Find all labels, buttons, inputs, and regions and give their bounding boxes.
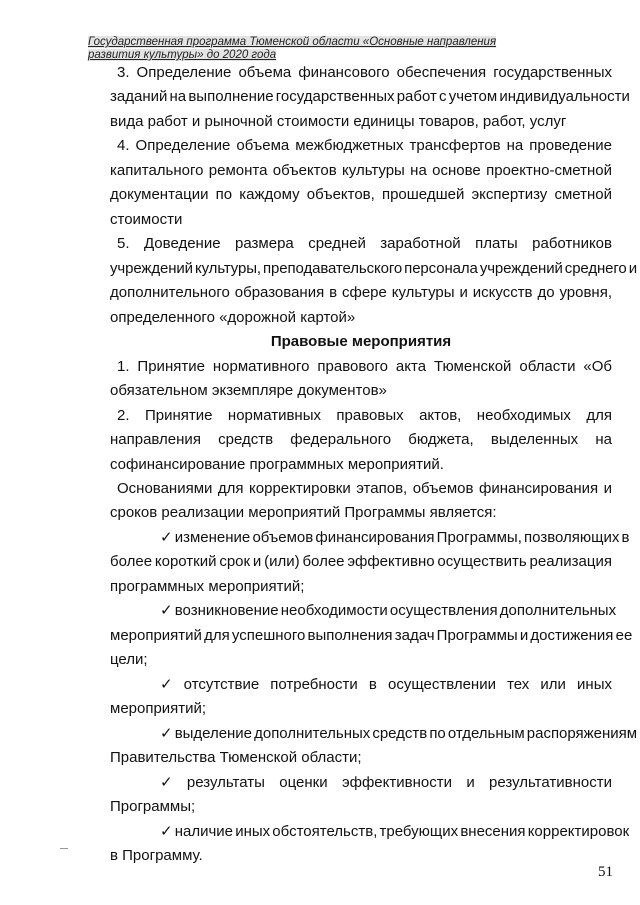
text-line: ✓ наличие иных обстоятельств, требующих внесения корректировок bbox=[160, 822, 630, 840]
text-line: в Программу. bbox=[110, 847, 203, 865]
text-line: программных мероприятий; bbox=[110, 577, 305, 595]
text-line: направления средств федерального бюджета, выделенных на bbox=[110, 431, 612, 449]
text-line: 4. Определение объема межбюджетных трансфертов на проведение bbox=[117, 137, 612, 155]
text-line: документации по каждому объектов, прошедшей экспертизу сметной bbox=[110, 186, 612, 204]
text-line: сроков реализации мероприятий Программы является: bbox=[110, 504, 497, 522]
text-line: 2. Принятие нормативных правовых актов, необходимых для bbox=[117, 406, 612, 424]
text-line: ✓ изменение объемов финансирования Программы, позволяющих в bbox=[160, 528, 630, 546]
text-line: ✓ возникновение необходимости осуществления дополнительных bbox=[160, 602, 617, 620]
text-line: дополнительного образования в сфере культуры и искусств до уровня, bbox=[110, 284, 612, 302]
text-line: вида работ и рыночной стоимости единицы товаров, работ, услуг bbox=[110, 112, 567, 130]
text-line: 5. Доведение размера средней заработной платы работников bbox=[117, 235, 612, 253]
text-line: мероприятий для успешного выполнения задач Программы и достижения ее bbox=[110, 626, 633, 644]
text-line: капитального ремонта объектов культуры на основе проектно-сметной bbox=[110, 161, 612, 179]
text-line: заданий на выполнение государственных работ с учетом индивидуальности bbox=[110, 88, 630, 106]
text-line: ✓ выделение дополнительных средств по отдельным распоряжениям bbox=[160, 724, 637, 742]
text-line: обязательном экземпляре документов» bbox=[110, 382, 387, 400]
text-line: Программы; bbox=[110, 798, 196, 816]
section-heading: Правовые мероприятия bbox=[270, 333, 452, 351]
text-line: Правительства Тюменской области; bbox=[110, 749, 362, 767]
text-line: мероприятий; bbox=[110, 700, 207, 718]
running-header-line-2: развития культуры» до 2020 года bbox=[88, 49, 277, 61]
text-line: ✓ отсутствие потребности в осуществлении тех или иных bbox=[160, 675, 612, 693]
margin-mark bbox=[60, 848, 68, 849]
text-line: более короткий срок и (или) более эффективно осуществить реализация bbox=[110, 553, 612, 571]
running-header-line-1: Государственная программа Тюменской области «Основные направления bbox=[88, 36, 497, 48]
text-line: определенного «дорожной картой» bbox=[110, 308, 356, 326]
text-line: 3. Определение объема финансового обеспечения государственных bbox=[117, 64, 612, 81]
page-number: 51 bbox=[598, 864, 613, 880]
text-line: ✓ результаты оценки эффективности и результативности bbox=[160, 773, 612, 791]
text-line: стоимости bbox=[110, 210, 183, 228]
text-line: цели; bbox=[110, 651, 148, 669]
text-line: учреждений культуры, преподавательского персонала учреждений среднего и bbox=[110, 259, 637, 277]
text-line: 1. Принятие нормативного правового акта Тюменской области «Об bbox=[117, 357, 612, 375]
text-line: софинансирование программных мероприятий. bbox=[110, 455, 444, 473]
text-line: Основаниями для корректировки этапов, объемов финансирования и bbox=[117, 479, 612, 497]
